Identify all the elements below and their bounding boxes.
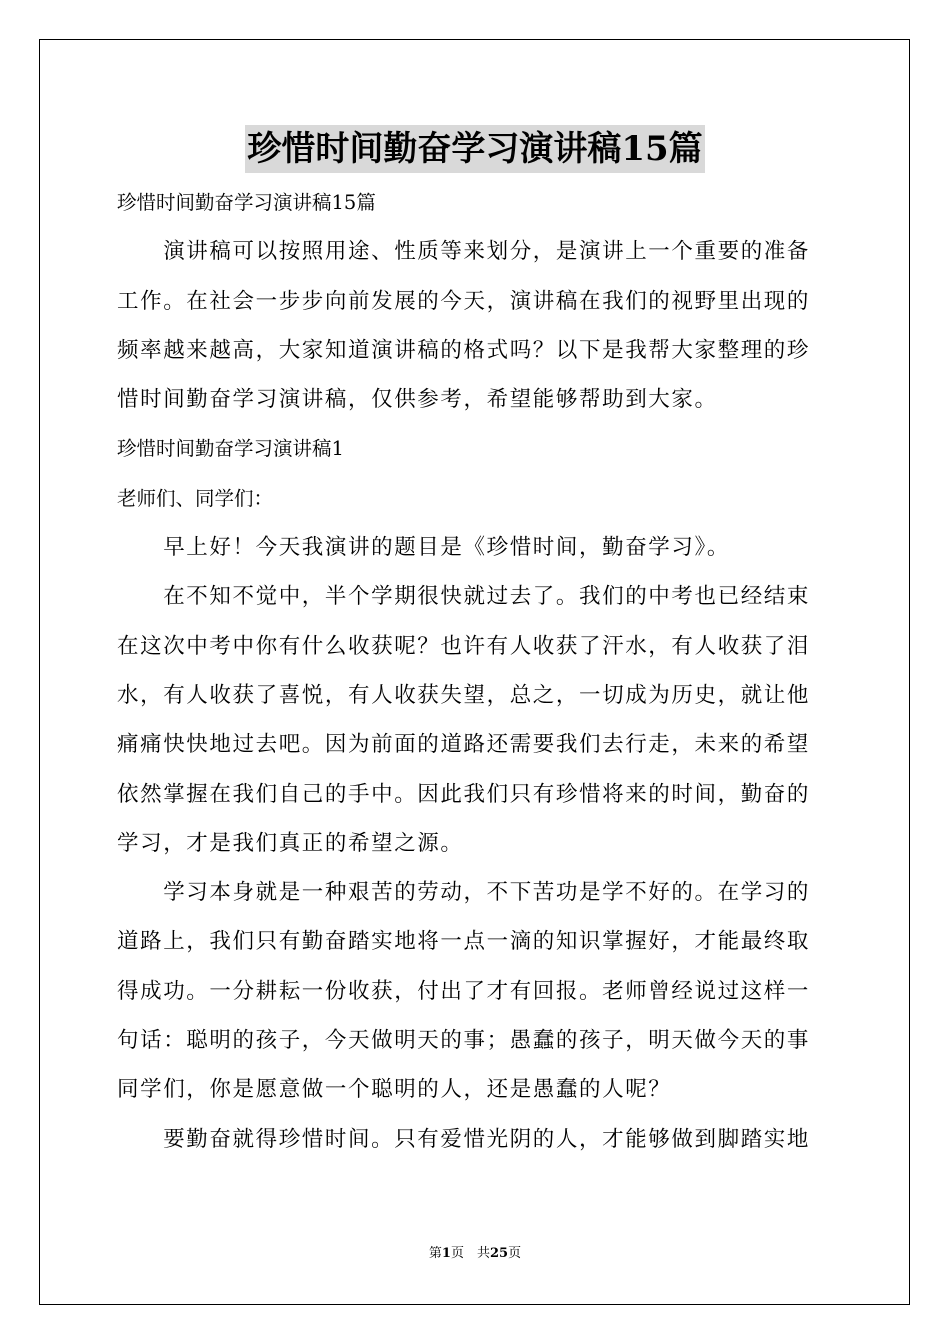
text-line: 得成功。一分耕耘一份收获，付出了才有回报。老师曾经说过这样一	[117, 978, 811, 1004]
text-line: 句话：聪明的孩子，今天做明天的事；愚蠢的孩子，明天做今天的事	[117, 1028, 811, 1054]
page-footer	[0, 1244, 950, 1264]
document-body	[117, 178, 833, 1164]
text-line: 痛痛快快地过去吧。因为前面的道路还需要我们去行走，未来的希望	[117, 732, 811, 758]
text-line: 要勤奋就得珍惜时间。只有爱惜光阴的人，才能够做到脚踏实地	[117, 1126, 811, 1152]
text-line: 在不知不觉中，半个学期很快就过去了。我们的中考也已经结束	[117, 584, 811, 610]
title-container	[0, 125, 950, 173]
footer-prefix: 第	[428, 1246, 442, 1261]
footer-middle: 页 共	[450, 1246, 490, 1261]
text-line: 水，有人收获了喜悦，有人收获失望，总之，一切成为历史，就让他	[117, 682, 811, 708]
text-line: 演讲稿可以按照用途、性质等来划分，是演讲上一个重要的准备	[117, 239, 811, 265]
text-line: 工作。在社会一步步向前发展的今天，演讲稿在我们的视野里出现的	[117, 288, 811, 314]
text-line: 在这次中考中你有什么收获呢？也许有人收获了汗水，有人收获了泪	[117, 633, 811, 659]
text-line: 珍惜时间勤奋学习演讲稿1	[117, 437, 344, 461]
text-line: 依然掌握在我们自己的手中。因此我们只有珍惜将来的时间，勤奋的	[117, 781, 811, 807]
text-line: 频率越来越高，大家知道演讲稿的格式吗？以下是我帮大家整理的珍	[117, 337, 811, 363]
text-line: 同学们，你是愿意做一个聪明的人，还是愚蠢的人呢？	[117, 1077, 672, 1103]
text-line: 早上好！今天我演讲的题目是《珍惜时间，勤奋学习》。	[117, 535, 730, 561]
text-line: 惜时间勤奋学习演讲稿，仅供参考，希望能够帮助到大家。	[117, 387, 718, 413]
text-line: 学习本身就是一种艰苦的劳动，不下苦功是学不好的。在学习的	[117, 880, 811, 906]
text-line: 学习，才是我们真正的希望之源。	[117, 830, 464, 856]
text-line: 道路上，我们只有勤奋踏实地将一点一滴的知识掌握好，才能最终取	[117, 929, 811, 955]
footer-total-pages: 25	[489, 1246, 509, 1261]
document-title: 珍惜时间勤奋学习演讲稿15篇	[245, 125, 704, 173]
text-line: 老师们、同学们：	[117, 486, 274, 510]
text-line: 珍惜时间勤奋学习演讲稿15篇	[117, 191, 376, 214]
footer-page-number: 1	[441, 1246, 451, 1261]
footer-suffix: 页	[508, 1246, 522, 1261]
